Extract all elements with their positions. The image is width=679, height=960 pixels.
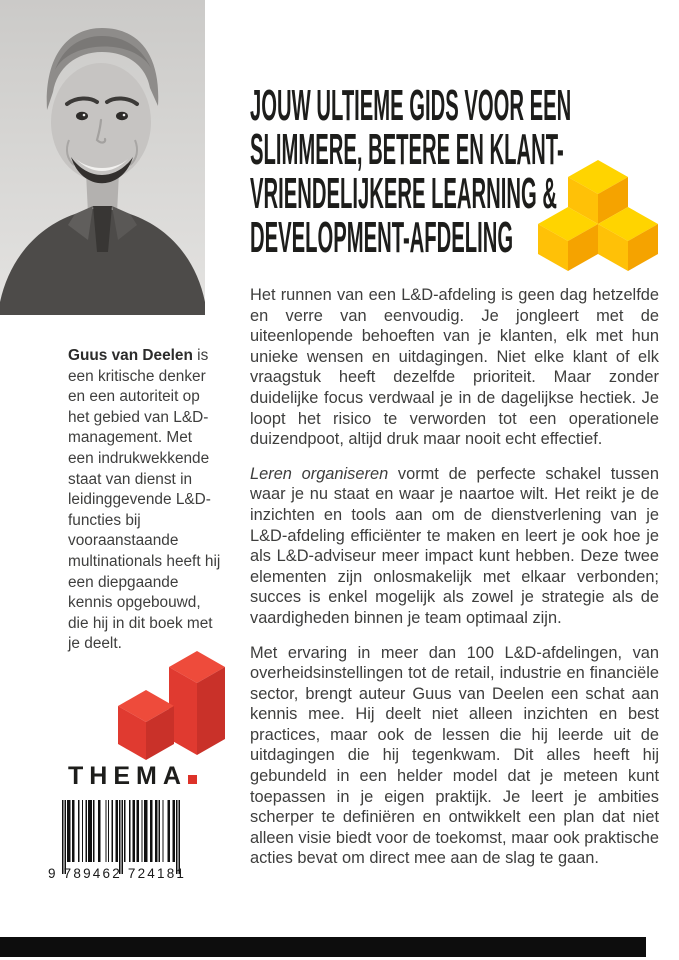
headline-line: DEVELOPMENT-AFDELING [250,213,514,262]
paragraph-2: Leren organiseren vormt de perfecte schakel tussen waar je nu staat en waar je naartoe wilt. Het reikt je de inzichten en tools aan om de dienstverlening van je L&D-afdeling efficiënter te maken en leert je ook hoe je als L&D-adviseur meer impact kunt hebben. Deze twee elementen zijn onlosmakelijk met elkaar verbonden; succes is enkel mogelijk als zowel je strategie als de vaardigheden binnen je team optimaal zijn. [250,464,659,627]
red-blocks-icon [108,642,238,767]
barcode-bars [62,800,182,874]
paragraph-1: Het runnen van een L&D-afdeling is geen dag hetzelfde en verre van eenvoudig. Je jongleert met de uiteenlopende behoeften van je klanten, elk met hun unieke wensen en uitdagingen. Niet elke klant of elk vraagstuk heeft dezelfde prioriteit. Maar zonder duidelijke focus verdwaal je in de dagelijkse hectiek. Je loopt het risico te verworden tot een operationele duizendpoot, altijd druk maar nooit echt effectief. [250,286,659,449]
publisher-logo [68,762,197,791]
author-photo [0,0,205,315]
yellow-cubes-icon [528,150,668,280]
author-name: Guus van Deelen [68,347,193,364]
logo-red-dot [188,775,197,784]
headline-line: SLIMMERE, BETERE EN KLANT- [250,125,564,174]
bottom-black-bar [0,937,646,957]
headline-line: JOUW ULTIEME GIDS VOOR EEN [250,81,572,130]
book-title-italic: Leren organiseren [250,464,389,483]
headline-line: VRIENDELIJKERE LEARNING & [250,169,558,218]
isbn-barcode [48,800,188,892]
author-bio: Guus van Deelen is een kritische denker en een autoriteit op het gebied van L&D-management. Met een indrukwekkende staat van dienst in leidinggevende L&D-functies bij vooraanstaande multinationals heeft hij een diepgaande kennis opgebouwd, die hij in dit boek met je deelt. [68,347,221,653]
body-text [250,285,659,883]
author-photo-image [0,0,205,315]
publisher-logo-text: THEMA [68,762,187,790]
paragraph-3: Met ervaring in meer dan 100 L&D-afdelingen, van overheidsinstellingen tot de retail, industrie en financiële sector, brengt auteur Guus van Deelen een schat aan kennis mee. Hij deelt niet alleen inzichten en best practices, maar ook de lessen die hij leerde uit de uitdagingen die hij tegenkwam. Dit alles heeft hij gebundeld in een helder model dat je meteen kunt toepassen in je eigen praktijk. Je leert je ambities scherper te definiëren en ontwikkelt een plan dat niet alleen visie biedt voor de toekomst, maar ook praktische acties bevat om direct mee aan de slag te gaan. [250,643,659,868]
isbn-digits: 9 789462 724181 [48,866,187,881]
